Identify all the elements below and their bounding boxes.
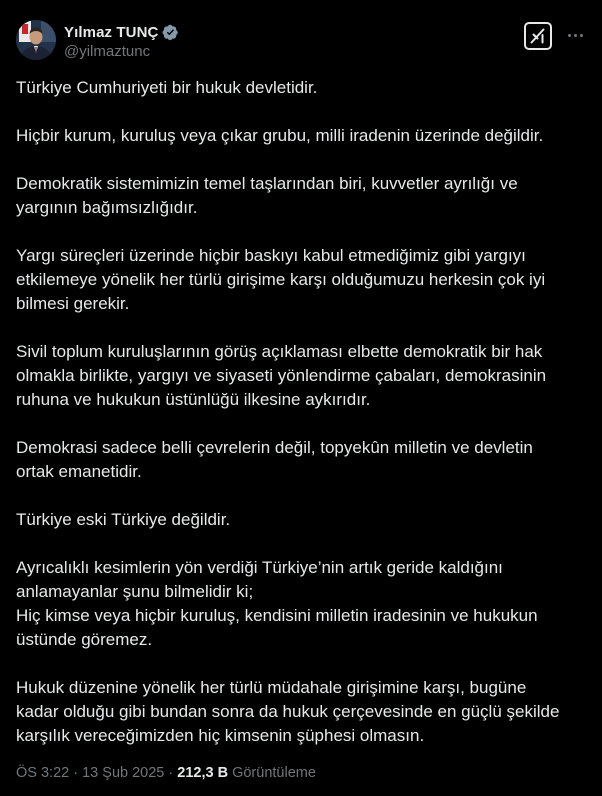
tweet-paragraph: Ayrıcalıklı kesimlerin yön verdiği Türkiye’nin artık geride kaldığını anlamayanlar şunu bilmelidir ki; Hiç kimse veya hiçbir kuruluş, kendisini milletin iradesinin ve hukukun üstünde göremez. xyxy=(16,558,538,649)
avatar[interactable] xyxy=(16,20,56,60)
grok-icon[interactable] xyxy=(524,22,552,50)
display-name-row xyxy=(64,22,179,42)
author-handle[interactable]: @yilmaztunc xyxy=(64,43,151,60)
tweet-paragraph: Demokrasi sadece belli çevrelerin değil, topyekûn milletin ve devletin ortak emanetidir. xyxy=(16,438,533,481)
more-dot xyxy=(574,34,577,37)
meta-separator: · xyxy=(73,765,79,781)
tweet-text xyxy=(16,76,576,772)
display-name[interactable]: Yılmaz TUNÇ xyxy=(64,23,159,41)
tweet-paragraph: Demokratik sistemimizin temel taşlarından biri, kuvvetler ayrılığı ve yargının bağımsızlığıdır. xyxy=(16,174,518,217)
tweet-paragraph: Hiçbir kurum, kuruluş veya çıkar grubu, milli iradenin üzerinde değildir. xyxy=(16,126,544,145)
tweet-paragraph: Hukuk düzenine yönelik her türlü müdahale girişimine karşı, bugüne kadar olduğu gibi bundan sonra da hukuk çerçevesinde en güçlü şekilde karşılık vereceğimizden hiç kimsenin şüphesi olmasın. xyxy=(16,678,560,745)
tweet-meta xyxy=(16,765,316,781)
tweet-header xyxy=(16,18,586,62)
tweet-paragraph: Yargı süreçleri üzerinde hiçbir baskıyı kabul etmediğimiz gibi yargıyı etkilemeye yönelik her türlü girişime karşı olduğumuzu herkesin çok iyi bilmesi gerekir. xyxy=(16,246,546,313)
tweet-date[interactable]: 13 Şub 2025 xyxy=(82,765,165,781)
more-dot xyxy=(580,34,583,37)
author-names xyxy=(64,22,179,60)
verified-badge-icon xyxy=(162,24,179,41)
more-options-icon[interactable] xyxy=(564,24,586,46)
views-label: Görüntüleme xyxy=(232,765,316,781)
tweet-time[interactable]: ÖS 3:22 xyxy=(16,765,70,781)
more-dot xyxy=(568,34,571,37)
meta-separator: · xyxy=(168,765,174,781)
tweet-paragraph: Türkiye eski Türkiye değildir. xyxy=(16,510,231,529)
tweet-paragraph: Sivil toplum kuruluşlarının görüş açıklaması elbette demokratik bir hak olmakla birlikte, yargıyı ve siyaseti yönlendirme çabaları, demokrasinin ruhuna ve hukukun üstünlüğü ilkesine aykırıdır. xyxy=(16,342,547,409)
views-count[interactable]: 212,3 B xyxy=(177,765,229,781)
tweet-paragraph: Türkiye Cumhuriyeti bir hukuk devletidir. xyxy=(16,78,318,97)
